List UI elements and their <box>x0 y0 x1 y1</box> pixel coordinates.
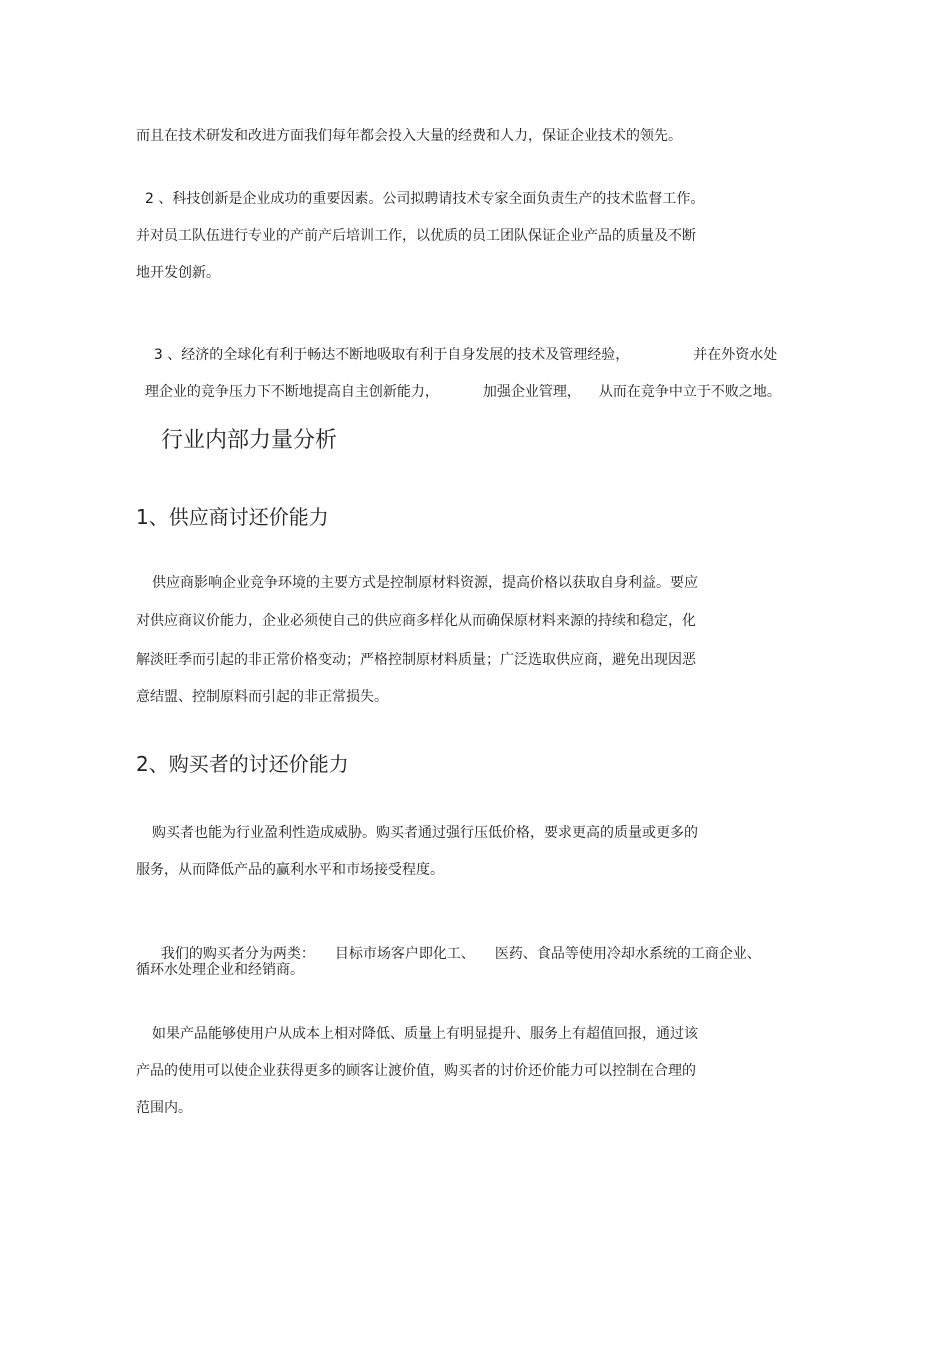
paragraph-line: 如果产品能够使用户从成本上相对降低、质量上有明显提升、服务上有超值回报，通过该 <box>152 1026 698 1042</box>
paragraph-line: 循环水处理企业和经销商。 <box>136 962 304 978</box>
paragraph-line: 2 、科技创新是企业成功的重要因素。公司拟聘请技术专家全面负责生产的技术监督工作。 <box>145 191 705 207</box>
text-segment: 从而在竞争中立于不败之地。 <box>598 384 781 400</box>
paragraph-line: 供应商影响企业竞争环境的主要方式是控制原材料资源，提高价格以获取自身利益。要应 <box>152 575 698 591</box>
paragraph-line <box>136 362 781 402</box>
paragraph-line: 服务，从而降低产品的赢利水平和市场接受程度。 <box>136 862 444 878</box>
paragraph-line: 范围内。 <box>136 1100 192 1116</box>
paragraph-line: 购买者也能为行业盈利性造成威胁。购买者通过强行压低价格，要求更高的质量或更多的 <box>152 825 698 841</box>
paragraph-line <box>145 325 777 365</box>
subsection-heading: 2、购买者的讨还价能力 <box>136 752 349 776</box>
paragraph-line: 并对员工队伍进行专业的产前产后培训工作，以优质的员工团队保证企业产品的质量及不断 <box>136 228 696 244</box>
text-segment: 目标市场客户即化工、 <box>334 946 475 962</box>
text-segment: 医药、食品等使用冷却水系统的工商企业、 <box>494 946 761 962</box>
paragraph-line: 地开发创新。 <box>136 265 220 281</box>
text-segment: 并在外资水处 <box>693 347 778 363</box>
text-segment: 3 、经济的全球化有利于畅达不断地吸取有利于自身发展的技术及管理经验， <box>153 347 630 363</box>
paragraph-line: 产品的使用可以使企业获得更多的顾客让渡价值，购买者的讨价还价能力可以控制在合理的 <box>136 1063 696 1079</box>
paragraph-line: 对供应商议价能力，企业必须使自己的供应商多样化从而确保原材料来源的持续和稳定，化 <box>136 613 696 629</box>
text-segment: 理企业的竞争压力下不断地提高自主创新能力， <box>144 384 439 400</box>
section-heading: 行业内部力量分析 <box>161 428 338 453</box>
text-segment: 我们的购买者分为两类： <box>160 946 315 962</box>
paragraph-line <box>152 924 761 964</box>
paragraph-line: 而且在技术研发和改进方面我们每年都会投入大量的经费和人力，保证企业技术的领先。 <box>136 128 682 144</box>
paragraph-line: 意结盟、控制原料而引起的非正常损失。 <box>136 689 388 705</box>
subsection-heading: 1、供应商讨还价能力 <box>136 505 329 529</box>
paragraph-line: 解淡旺季而引起的非正常价格变动；严格控制原材料质量；广泛选取供应商，避免出现因恶 <box>136 652 696 668</box>
text-segment: 加强企业管理， <box>482 384 581 400</box>
